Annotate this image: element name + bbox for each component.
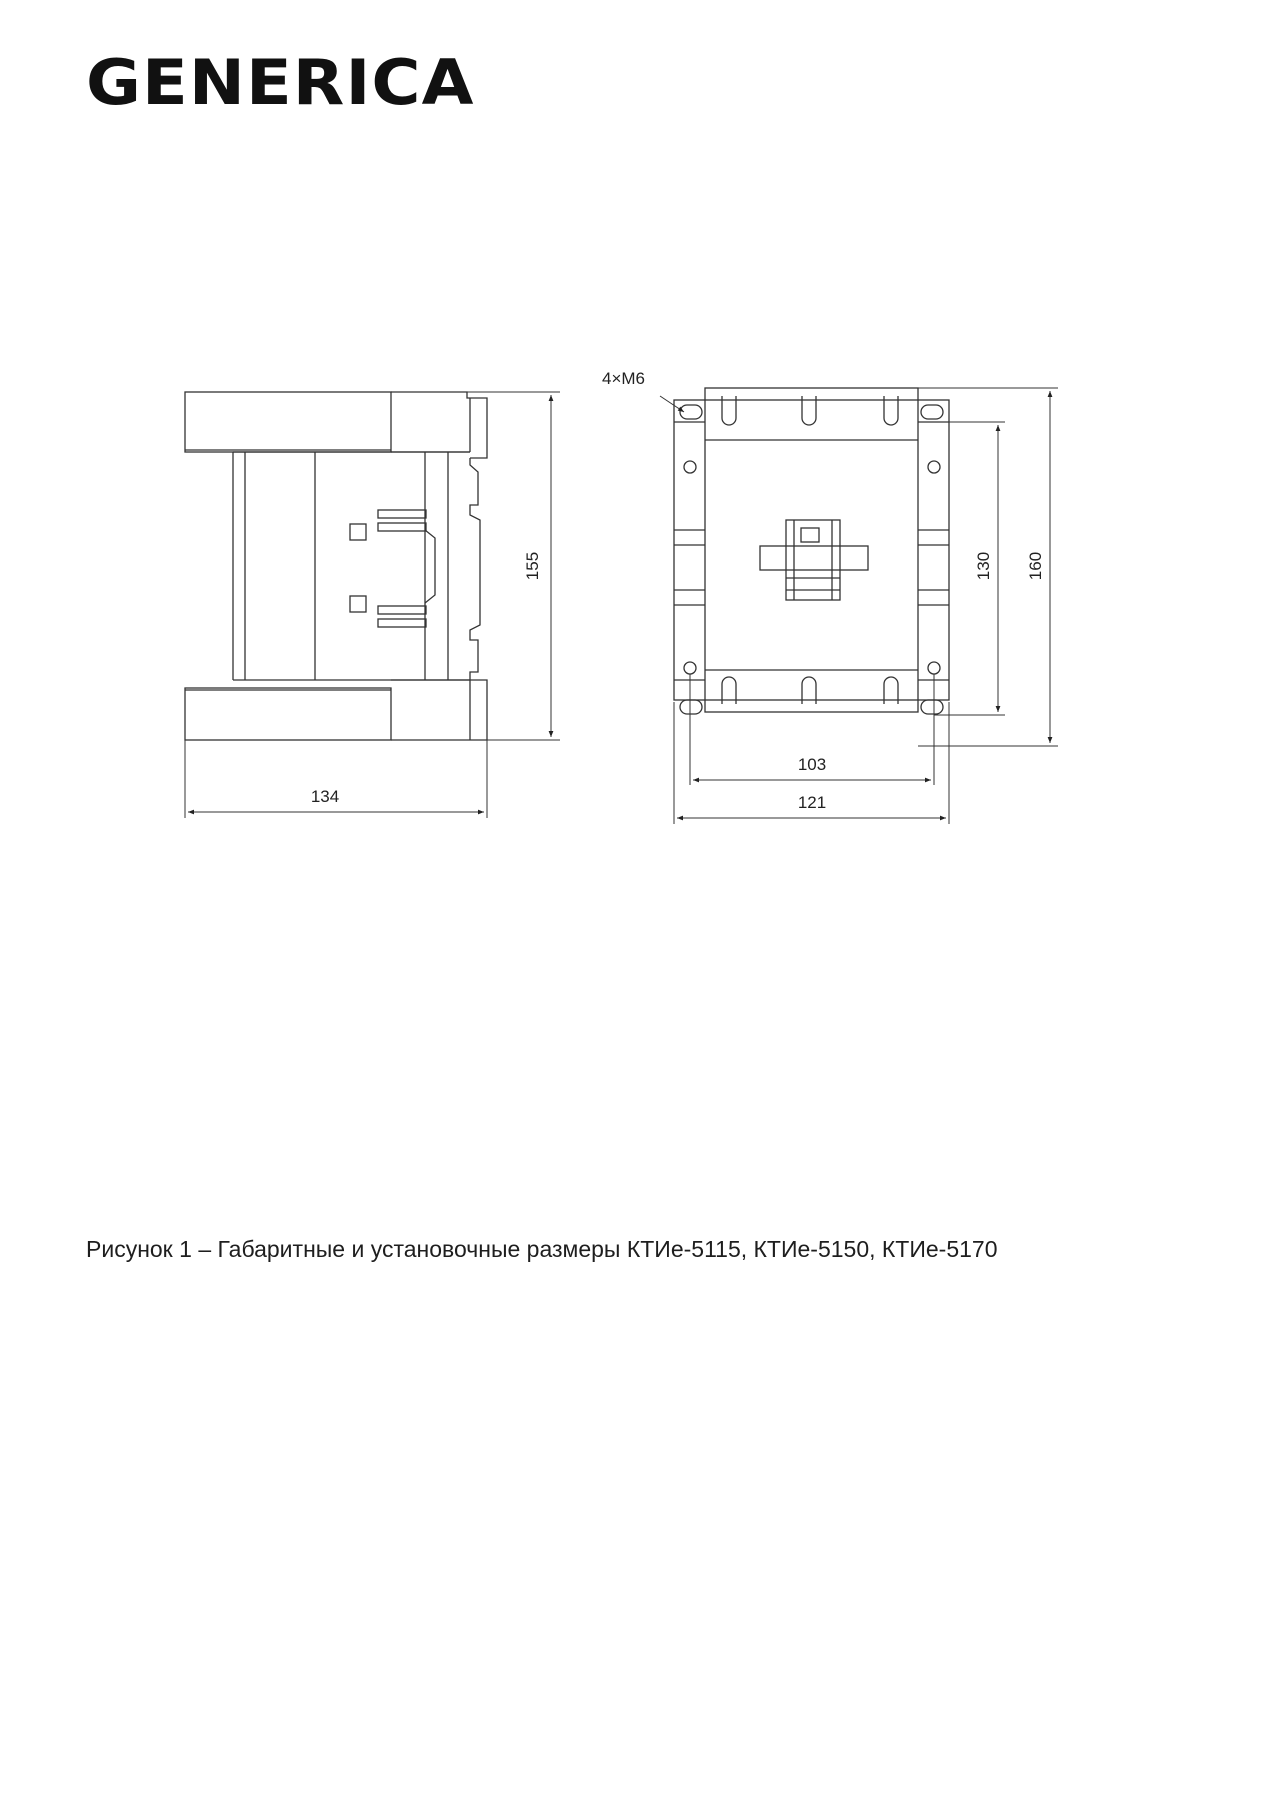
side-view-dimensions — [185, 392, 560, 818]
dimension-155: 155 — [523, 551, 542, 581]
dimension-130: 130 — [974, 551, 993, 581]
front-view-dimensions — [660, 388, 1058, 824]
side-view — [185, 392, 487, 740]
thread-label: 4×M6 — [602, 369, 645, 388]
generica-logo: GENERICA — [86, 46, 475, 119]
front-view — [674, 388, 949, 714]
dimension-103: 103 — [797, 755, 827, 774]
dimension-134: 134 — [310, 787, 340, 806]
dimension-121: 121 — [797, 793, 827, 812]
figure-caption: Рисунок 1 – Габаритные и установочные размеры КТИе-5115, КТИе-5150, КТИе-5170 — [86, 1236, 998, 1262]
dimension-160: 160 — [1026, 551, 1045, 581]
